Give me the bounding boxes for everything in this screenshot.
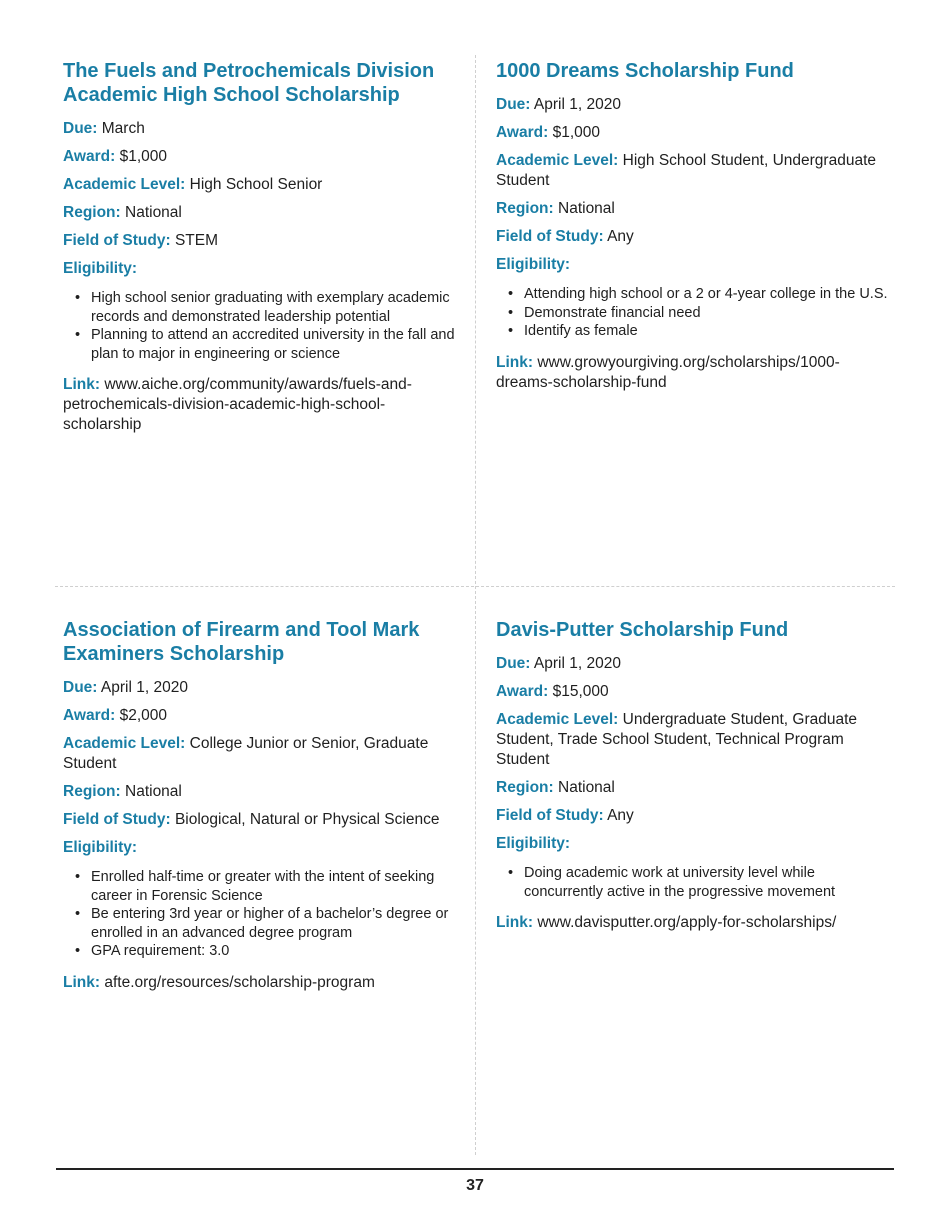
horizontal-divider [55,586,895,587]
academic-level-label: Academic Level: [63,735,186,752]
award-field [496,682,888,702]
title-line: Academic High School Scholarship [63,84,400,106]
page-number: 37 [466,1177,484,1194]
scholarship-title [496,59,888,83]
due-field [63,678,455,698]
eligibility-item: • GPA requirement: 3.0 [91,942,455,961]
field-of-study-field [496,227,888,247]
title-line: Examiners Scholarship [63,643,285,665]
scholarship-card [63,59,455,435]
award-label: Award: [63,148,116,165]
footer-rule [56,1168,894,1170]
scholarship-title [496,618,888,642]
field-of-study-value: Biological, Natural or Physical Science [174,811,440,828]
scholarship-link[interactable]: www.aiche.org/community/awards/fuels-and-petrochemicals-division-academic-high-school-scholarship [63,376,412,433]
region-value: National [125,783,182,800]
link-field [496,353,888,393]
eligibility-label: Eligibility: [496,835,571,852]
award-value: $1,000 [119,148,167,165]
due-label: Due: [63,120,98,137]
academic-level-field [496,710,888,770]
due-label: Due: [496,655,531,672]
eligibility-item: • Identify as female [524,322,888,341]
due-field [496,654,888,674]
award-field [496,123,888,143]
field-of-study-field [496,806,888,826]
due-value: March [101,120,145,137]
field-of-study-value: Any [607,807,634,824]
academic-level-value: College Junior or Senior, Graduate Student [63,735,429,772]
award-label: Award: [496,124,549,141]
award-field [63,706,455,726]
academic-level-value: Undergraduate Student, Graduate Student, Trade School Student, Technical Program Student [496,711,858,768]
eligibility-label: Eligibility: [63,260,138,277]
link-label: Link: [496,914,534,931]
award-label: Award: [496,683,549,700]
eligibility-item: • Enrolled half-time or greater with the intent of seeking career in Forensic Science [91,868,455,905]
academic-level-label: Academic Level: [496,152,619,169]
eligibility-item: • High school senior graduating with exemplary academic records and demonstrated leadership potential [91,289,455,326]
field-of-study-value: STEM [174,232,219,249]
award-value: $15,000 [552,683,609,700]
due-field [63,119,455,139]
academic-level-value: High School Student, Undergraduate Student [496,152,876,189]
vertical-divider [475,55,476,1155]
field-of-study-field [63,231,455,251]
scholarship-card [496,59,888,393]
academic-level-field [63,175,455,195]
title-line: Davis-Putter Scholarship Fund [496,619,789,641]
region-value: National [558,200,615,217]
link-label: Link: [63,973,101,991]
scholarship-link[interactable]: www.growyourgiving.org/scholarships/1000-dreams-scholarship-fund [496,353,840,391]
region-label: Region: [496,779,554,796]
scholarship-link[interactable]: afte.org/resources/scholarship-program [104,973,375,991]
region-field [496,199,888,219]
region-label: Region: [63,783,121,800]
field-of-study-value: Any [607,228,634,245]
award-value: $1,000 [552,124,600,141]
due-label: Due: [496,96,531,113]
due-value: April 1, 2020 [100,679,188,696]
link-field [63,973,455,993]
eligibility-list [63,289,455,363]
region-field [63,203,455,223]
link-field [496,913,888,933]
academic-level-field [496,151,888,191]
scholarship-card [496,618,888,933]
eligibility-list [63,868,455,961]
region-value: National [125,204,182,221]
scholarship-link[interactable]: www.davisputter.org/apply-for-scholarships/ [537,914,837,931]
field-of-study-label: Field of Study: [496,228,604,245]
award-field [63,147,455,167]
academic-level-label: Academic Level: [63,176,186,193]
eligibility-item: • Demonstrate financial need [524,304,888,323]
scholarship-title [63,59,455,107]
eligibility-item: • Attending high school or a 2 or 4-year college in the U.S. [524,285,888,304]
academic-level-field [63,734,455,774]
scholarship-card [63,618,455,993]
eligibility-list [496,285,888,341]
field-of-study-field [63,810,455,830]
academic-level-value: High School Senior [189,176,323,193]
eligibility-list [496,864,888,901]
title-line: 1000 Dreams Scholarship Fund [496,60,794,82]
eligibility-label: Eligibility: [496,256,571,273]
academic-level-label: Academic Level: [496,711,619,728]
title-line: Association of Firearm and Tool Mark [63,619,420,641]
due-value: April 1, 2020 [533,655,621,672]
due-label: Due: [63,679,98,696]
field-of-study-label: Field of Study: [63,232,171,249]
eligibility-item: • Doing academic work at university level while concurrently active in the progressive movement [524,864,888,901]
scholarship-title [63,618,455,666]
eligibility-item: • Planning to attend an accredited university in the fall and plan to major in engineering or science [91,326,455,363]
region-label: Region: [63,204,121,221]
region-value: National [558,779,615,796]
region-field [496,778,888,798]
eligibility-label: Eligibility: [63,839,138,856]
field-of-study-label: Field of Study: [496,807,604,824]
link-label: Link: [496,353,534,371]
due-value: April 1, 2020 [533,96,621,113]
eligibility-item: • Be entering 3rd year or higher of a bachelor’s degree or enrolled in an advanced degree program [91,905,455,942]
award-value: $2,000 [119,707,167,724]
link-field [63,375,455,435]
region-field [63,782,455,802]
due-field [496,95,888,115]
title-line: The Fuels and Petrochemicals Division [63,60,435,82]
award-label: Award: [63,707,116,724]
link-label: Link: [63,376,101,393]
region-label: Region: [496,200,554,217]
field-of-study-label: Field of Study: [63,811,171,828]
